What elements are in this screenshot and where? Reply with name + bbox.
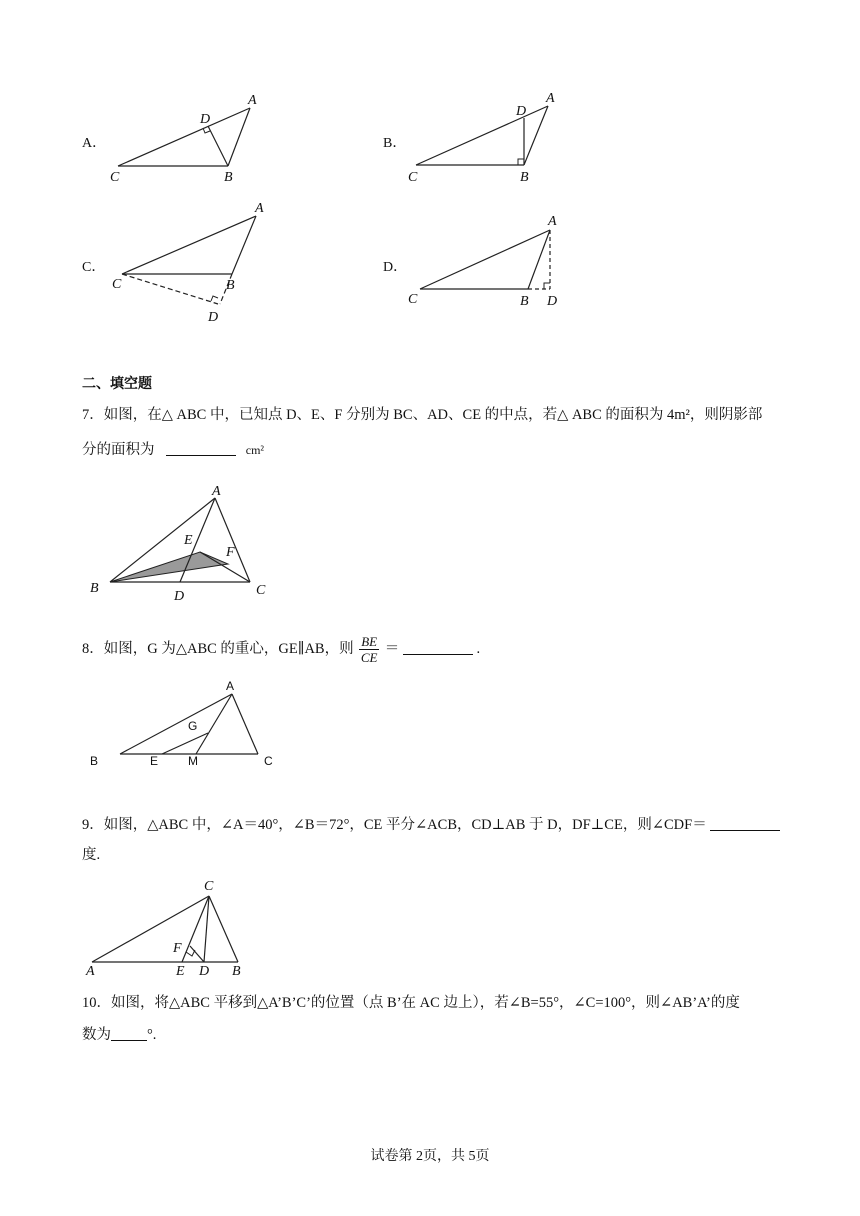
point-d: D [547, 294, 558, 309]
q7-point-b: B [90, 581, 99, 596]
point-a: A [546, 91, 555, 106]
q9-line1 [82, 815, 780, 835]
q10-line2 [82, 1025, 156, 1045]
point-d: D [200, 112, 211, 127]
q7-line2 [82, 440, 264, 460]
q8-eq: ＝ [384, 641, 400, 657]
q8-answer-blank[interactable] [403, 640, 473, 655]
q8-figure [82, 672, 282, 772]
point-a: A [255, 201, 264, 216]
q8-frac-den: CE [360, 650, 378, 666]
page-footer: 试卷第 2页，共 5页 [370, 1149, 490, 1164]
q9-point-b: B [232, 964, 241, 979]
option-c-label: C． [82, 260, 106, 275]
q9-text: 9．如图，△ABC 中，∠A＝40°，∠B＝72°，CE 平分∠ACB，CD⊥AB 于 D，DF⊥CE，则∠CDF＝ [82, 817, 707, 833]
q8-point-a: A [226, 679, 235, 693]
q10-prefix: 数为 [82, 1027, 111, 1043]
q8-line [82, 632, 480, 666]
point-d: D [516, 104, 527, 119]
q7-point-e: E [184, 533, 193, 548]
point-b: B [226, 278, 235, 293]
q8-point-e: E [150, 754, 159, 768]
q7-figure [82, 480, 282, 605]
q9-point-c: C [204, 879, 214, 894]
point-c: C [408, 292, 418, 307]
section-title: 二、填空题 [82, 376, 152, 392]
q8-prefix: 8．如图，G 为△ABC 的重心，GE∥AB，则 [82, 641, 354, 657]
point-c: C [408, 170, 418, 185]
q7-point-c: C [256, 583, 266, 598]
point-c: C [112, 277, 122, 292]
option-a-figure [100, 88, 270, 188]
q7-unit: cm² [245, 443, 265, 457]
q9-answer-blank[interactable] [710, 816, 780, 831]
point-b: B [520, 170, 529, 185]
point-a: A [548, 214, 557, 229]
q9-point-a: A [86, 964, 95, 979]
q8-suffix: . [476, 641, 481, 657]
q7-point-f: F [226, 545, 235, 560]
option-b-label: B． [383, 136, 407, 151]
option-c-figure [100, 196, 270, 330]
point-a: A [248, 93, 257, 108]
q9-point-d: D [199, 964, 210, 979]
point-d: D [208, 310, 219, 325]
q10-suffix: °. [147, 1027, 157, 1043]
point-c: C [110, 170, 120, 185]
option-b-figure [400, 88, 570, 188]
q8-point-m: M [188, 754, 198, 768]
q9-point-f: F [173, 941, 182, 956]
q9-line2: 度. [82, 847, 101, 863]
q9-figure [82, 874, 262, 984]
option-a-label: A． [82, 136, 107, 151]
q7-point-a: A [212, 484, 221, 499]
point-b: B [520, 294, 529, 309]
option-d-figure [400, 206, 570, 310]
q7-line2-prefix: 分的面积为 [82, 442, 155, 458]
q7-answer-blank[interactable] [166, 441, 236, 456]
q10-answer-blank[interactable] [111, 1026, 147, 1041]
q8-fraction [359, 634, 379, 665]
q8-point-b: B [90, 754, 99, 768]
q9-point-e: E [176, 964, 185, 979]
option-d-label: D． [383, 260, 408, 275]
q8-point-g: G [188, 719, 198, 733]
q8-point-c: C [264, 754, 273, 768]
q7-line1: 7．如图，在△ ABC 中，已知点 D、E、F 分别为 BC、AD、CE 的中点，若△ ABC 的面积为 4m²，则阴影部 [82, 407, 763, 423]
q7-point-d: D [174, 589, 185, 604]
q8-frac-num: BE [361, 634, 378, 650]
q10-line1: 10．如图，将△ABC 平移到△A’B’C’的位置（点 B’在 AC 边上），若∠B=55°，∠C=100°，则∠AB’A’的度 [82, 995, 740, 1011]
point-b: B [224, 170, 233, 185]
